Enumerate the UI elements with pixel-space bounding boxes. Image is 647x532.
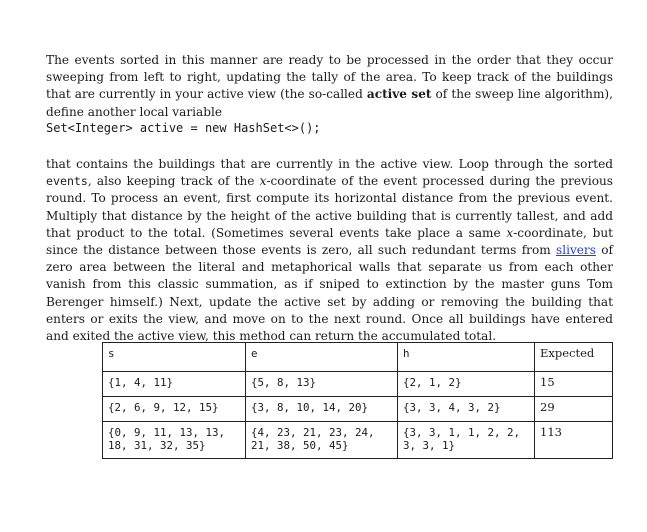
paragraph-text: of the sweep line algorithm), define another local variable <box>46 87 613 119</box>
cell-e: {4, 23, 21, 23, 24, 21, 38, 50, 45} <box>246 422 398 459</box>
active-set-term: active set <box>366 87 432 102</box>
cell-expected: 29 <box>535 397 613 422</box>
paragraph-text: -coordinate, but since the distance between those events is zero, all such redundant terms from <box>46 225 613 258</box>
cell-h: {2, 1, 2} <box>398 372 535 397</box>
italic-x: x <box>259 174 267 189</box>
cell-s: {2, 6, 9, 12, 15} <box>103 397 246 422</box>
body-paragraph <box>46 156 613 345</box>
italic-x: x <box>506 225 514 240</box>
table-row <box>103 372 613 397</box>
cell-e: {3, 8, 10, 14, 20} <box>246 397 398 422</box>
cell-e: {5, 8, 13} <box>246 372 398 397</box>
slivers-link[interactable]: slivers <box>556 243 596 258</box>
cell-s: {1, 4, 11} <box>103 372 246 397</box>
column-header-e: e <box>246 343 398 372</box>
table-row <box>103 422 613 459</box>
paragraph-text: of zero area between the literal and metaphorical walls that separate us from each other vanish from this classic summation, as if sniped to extinction by the master guns Tom Berenger himself.) Next, update the active set by adding or removing the building that enters or exits the view, and move on to the next round. Once all buildings have entered and exited the active view, this method can return the accumulated total. <box>46 243 613 344</box>
paragraph-text: , also keeping track of the <box>87 174 260 189</box>
column-header-s: s <box>103 343 246 372</box>
inline-code-events: events <box>46 174 88 189</box>
cell-h: {3, 3, 1, 1, 2, 2, 3, 3, 1} <box>398 422 535 459</box>
intro-paragraph <box>46 52 613 121</box>
cell-s: {0, 9, 11, 13, 13, 18, 31, 32, 35} <box>103 422 246 459</box>
table-header-row <box>103 343 613 372</box>
table-row <box>103 397 613 422</box>
test-cases-table <box>102 342 613 459</box>
paragraph-text: -coordinate of the event processed during the previous round. To process an event, first compute its horizontal distance from the previous event. Multiply that distance by the height of the active building that is currently tallest, and add that product to the total. (Sometimes several events take place a same <box>46 174 613 240</box>
paragraph-text: that contains the buildings that are currently in the active view. Loop through the sorted <box>46 157 613 171</box>
paragraph-text: The events sorted in this manner are ready to be processed in the order that they occur sweeping from left to right, updating the tally of the area. To keep track of the buildings that are currently in your active view (the so-called <box>46 53 613 102</box>
column-header-h: h <box>398 343 535 372</box>
cell-expected: 15 <box>535 372 613 397</box>
code-line-active-set: Set<Integer> active = new HashSet<>(); <box>46 121 321 135</box>
cell-expected: 113 <box>535 422 613 459</box>
cell-h: {3, 3, 4, 3, 2} <box>398 397 535 422</box>
column-header-expected: Expected <box>535 343 613 372</box>
